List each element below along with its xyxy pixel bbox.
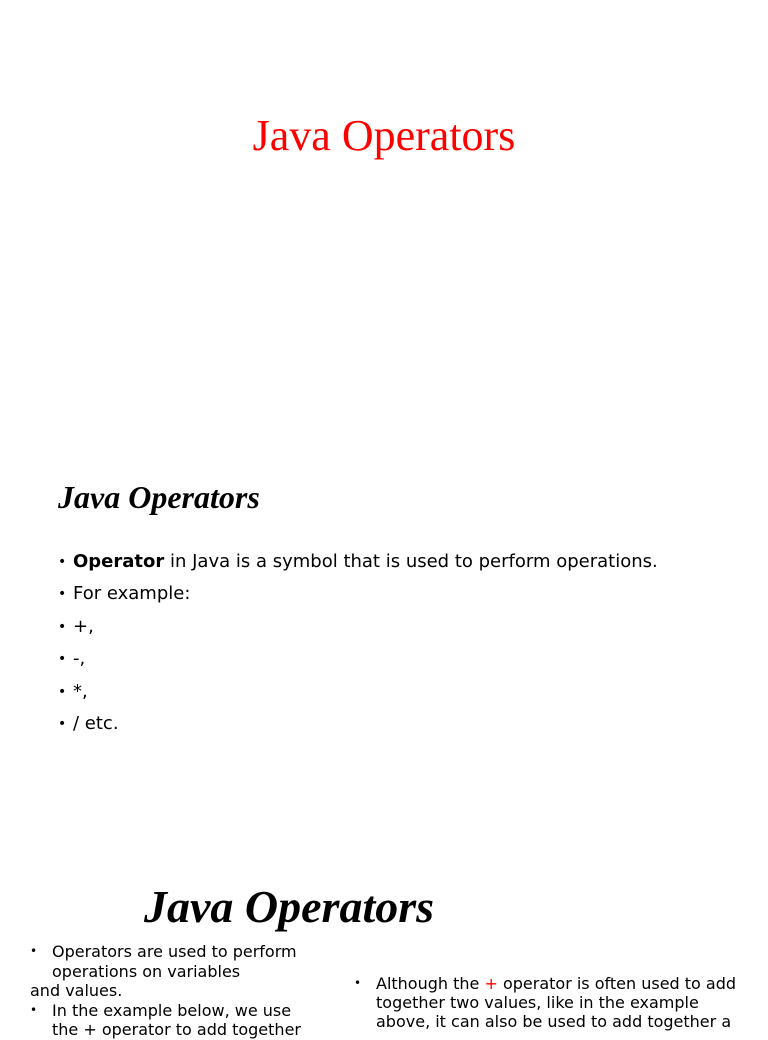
list-item-text: *, [73, 680, 88, 702]
list-item-text-line: above, it can also be used to add together a [376, 1012, 732, 1031]
list-item-text: For example: [73, 583, 191, 605]
list-item-text: Operators are used to perform [52, 942, 297, 961]
bullet-icon: • [58, 651, 67, 668]
list-item [58, 678, 658, 710]
bullet-icon: • [58, 715, 67, 732]
list-item [30, 942, 320, 981]
list-item [58, 710, 658, 742]
list-item [58, 548, 658, 580]
list-item-text-line: together two values, like in the example [376, 993, 699, 1012]
list-item [30, 1001, 320, 1040]
list-item-text: / etc. [73, 712, 119, 734]
slide3-left-column [30, 942, 320, 1040]
plus-operator: + [484, 974, 498, 993]
bullet-icon: • [58, 554, 67, 570]
list-item-text: the + operator to add together [52, 1020, 301, 1039]
bullet-icon: • [30, 944, 38, 958]
text-segment: operator is often used to add [497, 974, 737, 993]
list-item-wrap-text: and values. [30, 981, 123, 1000]
slide3-right-column [354, 974, 754, 1031]
slide3-heading: Java Operators [144, 881, 435, 932]
list-item-text: +, [73, 615, 94, 637]
text-segment: Although the [376, 974, 485, 993]
list-item [58, 645, 658, 677]
bullet-icon: • [58, 618, 67, 635]
list-item-text-line [376, 974, 754, 993]
list-item [58, 613, 658, 645]
list-item-text: operations on variables [52, 961, 241, 981]
bullet-icon: • [58, 683, 67, 700]
list-item-text: -, [73, 648, 86, 670]
bullet-icon: • [354, 976, 362, 990]
bold-term: Operator [73, 551, 165, 572]
list-item [58, 580, 658, 612]
bullet-icon: • [30, 1002, 38, 1017]
slide2-heading: Java Operators [58, 479, 260, 515]
list-item-text: In the example below, we use [52, 1000, 292, 1020]
list-item-text: in Java is a symbol that is used to perform operations. [164, 551, 658, 572]
bullet-icon: • [58, 586, 67, 603]
list-item [354, 974, 754, 1031]
slide2-bullet-list [58, 548, 658, 742]
slide1-title: Java Operators [252, 111, 516, 160]
